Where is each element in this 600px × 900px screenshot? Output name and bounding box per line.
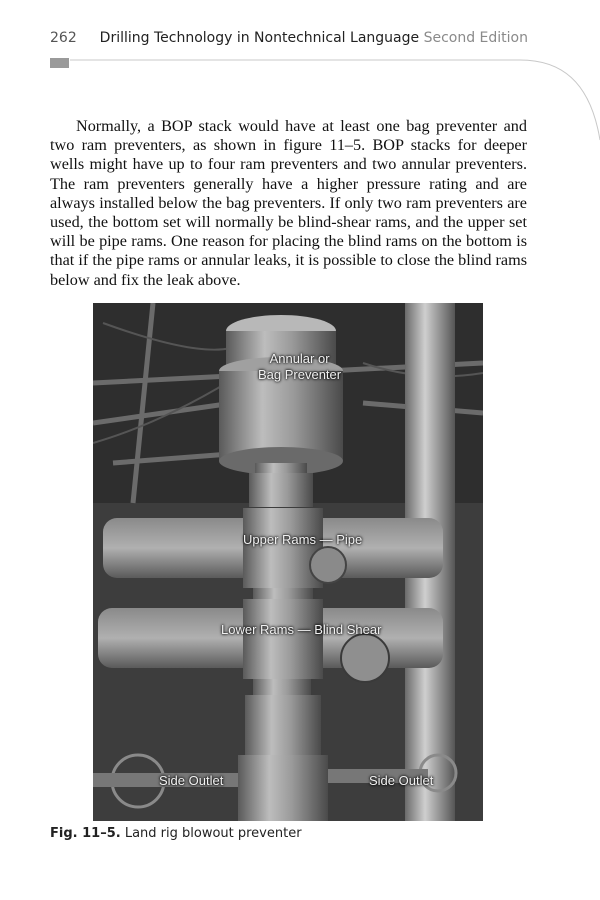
caption-text: Land rig blowout preventer [124,826,302,841]
base-flange [238,755,328,821]
upper-flange [249,473,313,507]
label-annular-preventer [258,351,341,383]
label-annular-line1: Annular or [269,351,330,366]
label-side-outlet-left: Side Outlet [159,773,224,788]
label-side-outlet-right: Side Outlet [369,773,434,788]
label-upper-rams: Upper Rams — Pipe [243,532,363,547]
label-annular-line2: Bag Preventer [258,367,342,382]
edition-label: Second Edition [423,30,528,46]
caption-label: Fig. 11–5. [50,826,121,841]
body-paragraph: Normally, a BOP stack would have at least one bag preventer and two ram preventers, as shown in figure 11–5. BOP stacks for deeper wells might have up to four ram preventers and two annular preventers. The ram preventers generally have a higher pressure rating and are always installed below the bag preventers. If only two ram preventers are used, the bottom set will normally be blind-shear rams, and the upper set will be pipe rams. One reason for placing the blind rams on the bottom is that if the pipe rams or annular leaks, it is possible to close the blind rams below and fix the leak above. [50,117,527,289]
annular-preventer [219,315,343,475]
upper-rams [103,508,443,588]
figure-caption [50,826,302,841]
label-lower-rams: Lower Rams — Blind Shear [221,622,382,637]
book-title: Drilling Technology in Nontechnical Language [99,30,420,46]
lower-spool [245,695,321,755]
page-number: 262 [50,30,77,46]
bop-photo [93,303,483,821]
